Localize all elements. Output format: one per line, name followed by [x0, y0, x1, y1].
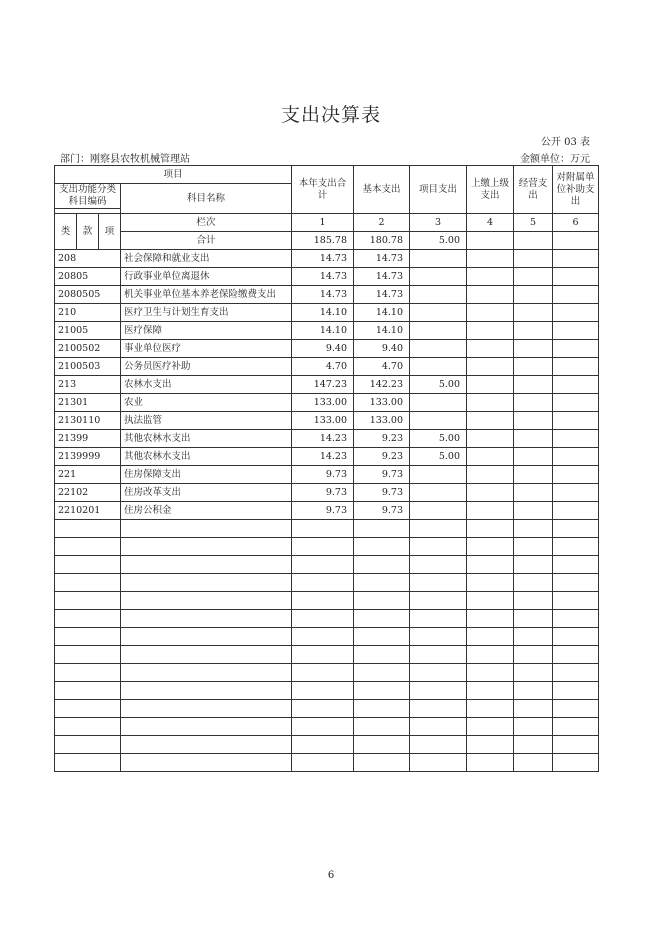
- row-name: 其他农林水支出: [121, 448, 292, 466]
- row-total: 14.73: [292, 286, 354, 304]
- header-subsidy: 对附属单位补助支出: [553, 166, 599, 214]
- row-upper: [467, 430, 514, 448]
- row-subsidy: [553, 268, 599, 286]
- empty-row: [55, 610, 599, 628]
- table-row: [55, 358, 599, 376]
- row-upper: [467, 466, 514, 484]
- row-code: 20805: [55, 268, 121, 286]
- row-project: [410, 322, 467, 340]
- page-number: 6: [327, 870, 335, 881]
- row-basic: 9.40: [354, 340, 410, 358]
- row-basic: 9.73: [354, 484, 410, 502]
- row-project: [410, 358, 467, 376]
- row-code: 2130110: [55, 412, 121, 430]
- row-project: [410, 412, 467, 430]
- row-basic: 14.10: [354, 322, 410, 340]
- row-total: 9.73: [292, 484, 354, 502]
- table-row: [55, 448, 599, 466]
- row-basic: 14.73: [354, 286, 410, 304]
- header-total: 本年支出合计: [292, 166, 354, 214]
- row-code: 21301: [55, 394, 121, 412]
- row-name: 医疗卫生与计划生育支出: [121, 304, 292, 322]
- form-number: 公开 03 表: [540, 137, 590, 148]
- empty-row: [55, 628, 599, 646]
- row-upper: [467, 394, 514, 412]
- row-total: 9.73: [292, 502, 354, 520]
- empty-row: [55, 556, 599, 574]
- row-upper: [467, 322, 514, 340]
- row-code: 21399: [55, 430, 121, 448]
- row-subsidy: [553, 358, 599, 376]
- row-basic: 9.23: [354, 430, 410, 448]
- row-subsidy: [553, 502, 599, 520]
- header-project-exp: 项目支出: [410, 166, 467, 214]
- row-upper: [467, 502, 514, 520]
- row-upper: [467, 376, 514, 394]
- empty-row: [55, 592, 599, 610]
- row-project: [410, 304, 467, 322]
- row-project: [410, 484, 467, 502]
- row-project: [410, 340, 467, 358]
- row-subsidy: [553, 250, 599, 268]
- unit-label: 金额单位：万元: [520, 154, 590, 165]
- row-operating: [514, 412, 553, 430]
- row-basic: 133.00: [354, 412, 410, 430]
- row-subsidy: [553, 484, 599, 502]
- header-operating: 经营支出: [514, 166, 553, 214]
- row-basic: 4.70: [354, 358, 410, 376]
- row-total: 9.40: [292, 340, 354, 358]
- table-row: [55, 466, 599, 484]
- table-row: [55, 394, 599, 412]
- row-total: 14.23: [292, 430, 354, 448]
- row-name: 社会保障和就业支出: [121, 250, 292, 268]
- row-subsidy: [553, 322, 599, 340]
- row-basic: 142.23: [354, 376, 410, 394]
- row-upper: [467, 358, 514, 376]
- row-project: [410, 286, 467, 304]
- row-project: 5.00: [410, 448, 467, 466]
- col-num-1: 1: [292, 214, 354, 232]
- row-name: 事业单位医疗: [121, 340, 292, 358]
- row-project: [410, 250, 467, 268]
- empty-row: [55, 646, 599, 664]
- row-basic: 133.00: [354, 394, 410, 412]
- col-num-6: 6: [553, 214, 599, 232]
- row-basic: 14.73: [354, 268, 410, 286]
- col-num-2: 2: [354, 214, 410, 232]
- row-upper: [467, 484, 514, 502]
- row-project: [410, 268, 467, 286]
- header-lanci: 栏次: [121, 214, 292, 232]
- summary-label: 合计: [121, 232, 292, 250]
- row-name: 其他农林水支出: [121, 430, 292, 448]
- row-basic: 9.73: [354, 502, 410, 520]
- row-basic: 9.73: [354, 466, 410, 484]
- row-operating: [514, 268, 553, 286]
- row-subsidy: [553, 340, 599, 358]
- row-project: 5.00: [410, 376, 467, 394]
- table-row: [55, 376, 599, 394]
- row-upper: [467, 448, 514, 466]
- row-subsidy: [553, 394, 599, 412]
- empty-row: [55, 682, 599, 700]
- row-upper: [467, 412, 514, 430]
- row-project: 5.00: [410, 430, 467, 448]
- row-upper: [467, 250, 514, 268]
- row-basic: 14.73: [354, 250, 410, 268]
- row-name: 医疗保障: [121, 322, 292, 340]
- row-subsidy: [553, 286, 599, 304]
- row-project: [410, 502, 467, 520]
- empty-row: [55, 718, 599, 736]
- row-total: 14.10: [292, 304, 354, 322]
- row-code: 22102: [55, 484, 121, 502]
- empty-row: [55, 574, 599, 592]
- row-upper: [467, 286, 514, 304]
- empty-row: [55, 664, 599, 682]
- row-operating: [514, 340, 553, 358]
- row-project: [410, 394, 467, 412]
- row-total: 14.73: [292, 250, 354, 268]
- row-name: 执法监管: [121, 412, 292, 430]
- table-row: [55, 484, 599, 502]
- header-kuan: 款: [77, 214, 99, 250]
- row-subsidy: [553, 466, 599, 484]
- row-name: 住房公积金: [121, 502, 292, 520]
- row-total: 4.70: [292, 358, 354, 376]
- row-code: 2210201: [55, 502, 121, 520]
- row-code: 2100502: [55, 340, 121, 358]
- row-operating: [514, 484, 553, 502]
- row-name: 农林水支出: [121, 376, 292, 394]
- empty-row: [55, 520, 599, 538]
- expenditure-table: [54, 165, 599, 772]
- col-num-4: 4: [467, 214, 514, 232]
- row-subsidy: [553, 430, 599, 448]
- table-row: [55, 430, 599, 448]
- row-operating: [514, 250, 553, 268]
- table-row: [55, 502, 599, 520]
- header-project: 项目: [55, 166, 292, 184]
- empty-row: [55, 538, 599, 556]
- row-operating: [514, 430, 553, 448]
- row-name: 机关事业单位基本养老保险缴费支出: [121, 286, 292, 304]
- row-operating: [514, 358, 553, 376]
- row-code: 210: [55, 304, 121, 322]
- row-operating: [514, 466, 553, 484]
- row-code: 213: [55, 376, 121, 394]
- row-name: 行政事业单位离退休: [121, 268, 292, 286]
- row-name: 住房改革支出: [121, 484, 292, 502]
- summary-total: 185.78: [292, 232, 354, 250]
- row-name: 农业: [121, 394, 292, 412]
- row-code: 221: [55, 466, 121, 484]
- row-subsidy: [553, 448, 599, 466]
- empty-row: [55, 736, 599, 754]
- header-lei: 类: [55, 214, 77, 250]
- row-total: 133.00: [292, 412, 354, 430]
- row-operating: [514, 322, 553, 340]
- row-operating: [514, 376, 553, 394]
- header-basic: 基本支出: [354, 166, 410, 214]
- row-operating: [514, 394, 553, 412]
- row-operating: [514, 304, 553, 322]
- row-upper: [467, 268, 514, 286]
- empty-row: [55, 700, 599, 718]
- row-basic: 14.10: [354, 304, 410, 322]
- row-operating: [514, 502, 553, 520]
- table-row: [55, 250, 599, 268]
- summary-project: 5.00: [410, 232, 467, 250]
- row-code: 21005: [55, 322, 121, 340]
- row-subsidy: [553, 304, 599, 322]
- row-total: 147.23: [292, 376, 354, 394]
- table-row: [55, 322, 599, 340]
- row-project: [410, 466, 467, 484]
- summary-basic: 180.78: [354, 232, 410, 250]
- header-upper: 上缴上级支出: [467, 166, 514, 214]
- table-row: [55, 412, 599, 430]
- row-code: 2139999: [55, 448, 121, 466]
- table-row: [55, 268, 599, 286]
- row-total: 14.23: [292, 448, 354, 466]
- table-row: [55, 286, 599, 304]
- row-total: 9.73: [292, 466, 354, 484]
- header-xiang: 项: [99, 214, 121, 250]
- header-subject-name: 科目名称: [121, 184, 292, 214]
- row-total: 133.00: [292, 394, 354, 412]
- row-upper: [467, 304, 514, 322]
- row-operating: [514, 286, 553, 304]
- department-label: 部门：刚察县农牧机械管理站: [60, 154, 190, 165]
- row-name: 住房保障支出: [121, 466, 292, 484]
- row-basic: 9.23: [354, 448, 410, 466]
- row-code: 2100503: [55, 358, 121, 376]
- row-code: 2080505: [55, 286, 121, 304]
- page-title: 支出决算表: [280, 104, 381, 126]
- row-upper: [467, 340, 514, 358]
- table-row: [55, 340, 599, 358]
- col-num-5: 5: [514, 214, 553, 232]
- row-name: 公务员医疗补助: [121, 358, 292, 376]
- row-total: 14.73: [292, 268, 354, 286]
- row-subsidy: [553, 412, 599, 430]
- table-row: [55, 304, 599, 322]
- row-subsidy: [553, 376, 599, 394]
- row-total: 14.10: [292, 322, 354, 340]
- row-operating: [514, 448, 553, 466]
- col-num-3: 3: [410, 214, 467, 232]
- row-code: 208: [55, 250, 121, 268]
- empty-row: [55, 754, 599, 772]
- header-func-code: 支出功能分类科目编码: [55, 184, 121, 209]
